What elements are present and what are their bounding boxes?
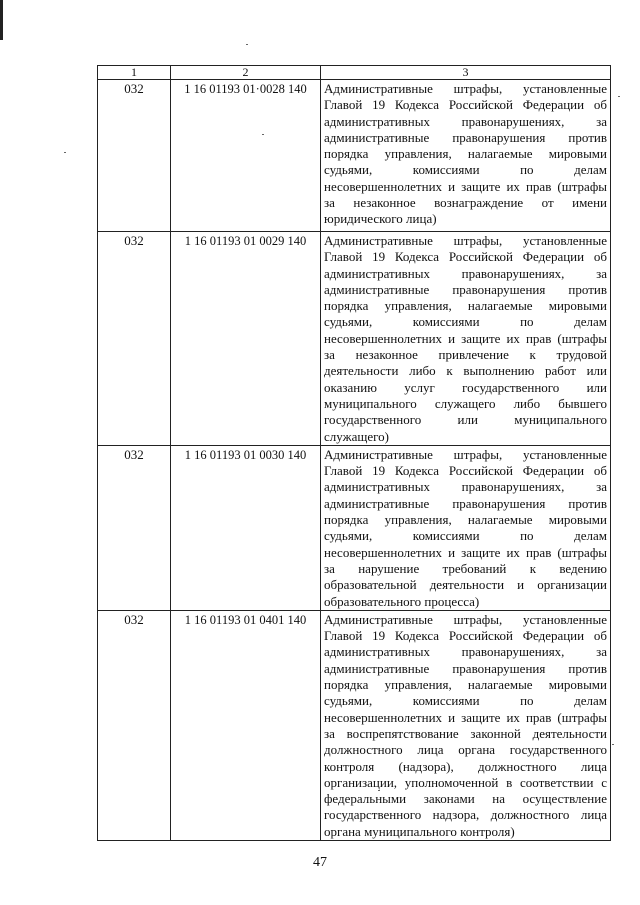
page-number: 47 xyxy=(313,855,327,870)
header-col-3: 3 xyxy=(321,66,611,80)
header-col-1: 1 xyxy=(98,66,171,80)
description-cell: Административные штрафы, установленные Главой 19 Кодекса Российской Федерации об административных правонарушениях, за административные правонарушения против порядка управления, налагаемые мировыми судьями, комиссиями по делам несовершеннолетних и защите их прав (штрафы за воспрепятствование законной деятельности должностного лица органа государственного контроля (надзора), должностного лица организации, уполномоченной в соответствии с федеральными законами на осуществление государственного надзора, должностного лица органа муниципального контроля) xyxy=(321,610,611,840)
description-cell: Административные штрафы, установленные Главой 19 Кодекса Российской Федерации об административных правонарушениях, за административные правонарушения против порядка управления, налагаемые мировыми судьями, комиссиями по делам несовершеннолетних и защите их прав (штрафы за нарушение требований к ведению образовательной деятельности и организации образовательного процесса) xyxy=(321,445,611,610)
table-row xyxy=(98,80,611,232)
kbk-code-cell: 1 16 01193 01·0028 140 xyxy=(171,80,321,232)
page-edge-mark xyxy=(0,0,3,40)
table-row xyxy=(98,445,611,610)
table-row xyxy=(98,610,611,840)
admin-code-cell: 032 xyxy=(98,80,171,232)
admin-code-cell: 032 xyxy=(98,610,171,840)
kbk-code-cell: 1 16 01193 01 0030 140 xyxy=(171,445,321,610)
admin-code-cell: 032 xyxy=(98,445,171,610)
scan-speck xyxy=(378,790,380,791)
kbk-code-cell: 1 16 01193 01 0401 140 xyxy=(171,610,321,840)
description-cell: Административные штрафы, установленные Главой 19 Кодекса Российской Федерации об административных правонарушениях, за административные правонарушения против порядка управления, налагаемые мировыми судьями, комиссиями по делам несовершеннолетних и защите их прав (штрафы за незаконное вознаграждение от имени юридического лица) xyxy=(321,80,611,232)
kbk-table xyxy=(97,65,611,841)
scan-speck xyxy=(618,96,620,97)
admin-code-cell: 032 xyxy=(98,232,171,446)
scan-speck xyxy=(612,744,614,745)
header-col-2: 2 xyxy=(171,66,321,80)
scan-speck xyxy=(64,152,66,153)
scan-speck xyxy=(262,134,264,135)
table-header-row xyxy=(98,66,611,80)
scan-speck xyxy=(246,44,248,45)
description-cell: Административные штрафы, установленные Главой 19 Кодекса Российской Федерации об административных правонарушениях, за административные правонарушения против порядка управления, налагаемые мировыми судьями, комиссиями по делам несовершеннолетних и защите их прав (штрафы за незаконное привлечение к трудовой деятельности либо к выполнению работ или оказанию услуг государственного или муниципального служащего либо бывшего государственного или муниципального служащего) xyxy=(321,232,611,446)
table-row xyxy=(98,232,611,446)
kbk-code-cell: 1 16 01193 01 0029 140 xyxy=(171,232,321,446)
